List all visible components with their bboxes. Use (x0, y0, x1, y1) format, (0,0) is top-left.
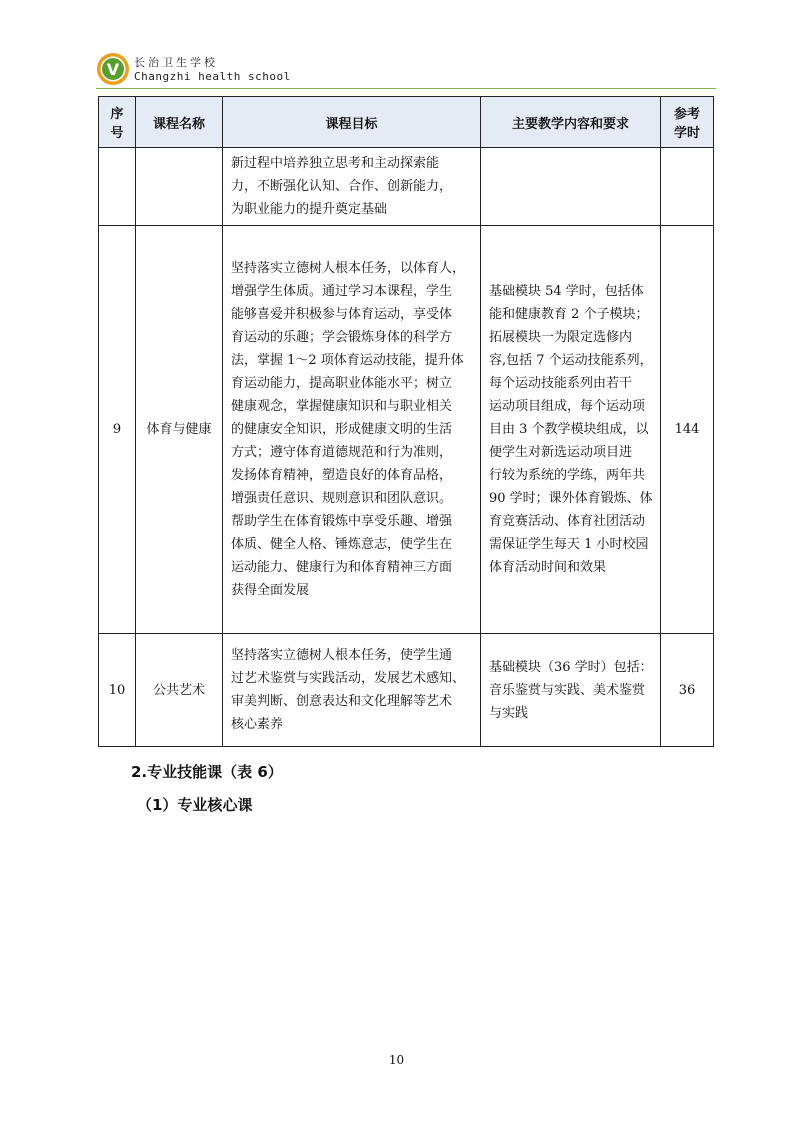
cell-course-name: 公共艺术 (136, 634, 223, 747)
logo-letter: V (106, 60, 120, 79)
school-logo-icon (96, 52, 130, 86)
cell-num: 9 (99, 226, 136, 634)
school-name-cn: 长治卫生学校 (134, 56, 218, 69)
header-course-name: 课程名称 (136, 97, 223, 148)
page-number: 10 (388, 1053, 405, 1067)
cell-hours: 144 (661, 226, 714, 634)
cell-content: 基础模块 54 学时，包括体 能和健康教育 2 个子模块； 拓展模块一为限定选修内 容,包括 7 个运动技能系列， 每个运动技能系列由若干 运动项目组成，每个运动项 目由 3 个教学模块组成，以 便学生对新选运动项目进 行较为系统的学练，两年共 90 学时；课外体育锻炼、体 育竞赛活动、体育社团活动 需保证学生每天 1 小时校园 体育活动时间和效果 (481, 226, 661, 634)
cell-num (99, 148, 136, 226)
table-row (99, 226, 714, 634)
table-header-row (99, 97, 714, 148)
page-header (96, 52, 716, 92)
header-course-goal: 课程目标 (223, 97, 481, 148)
cell-course-goal: 坚持落实立德树人根本任务，使学生通 过艺术鉴赏与实践活动，发展艺术感知、 审美判断、创意表达和文化理解等艺术 核心素养 (223, 634, 481, 747)
course-table (98, 96, 714, 747)
header-content: 主要教学内容和要求 (481, 97, 661, 148)
cell-hours: 36 (661, 634, 714, 747)
school-name-en: Changzhi health school (134, 70, 291, 83)
cell-num: 10 (99, 634, 136, 747)
header-divider (96, 88, 716, 89)
table-row (99, 148, 714, 226)
header-hours: 参考 学时 (661, 97, 714, 148)
table-row (99, 634, 714, 747)
header-num: 序 号 (99, 97, 136, 148)
cell-content: 基础模块（36 学时）包括： 音乐鉴赏与实践、美术鉴赏 与实践 (481, 634, 661, 747)
subsection-heading: （1）专业核心课 (137, 796, 253, 814)
cell-course-name: 体育与健康 (136, 226, 223, 634)
cell-content (481, 148, 661, 226)
cell-hours (661, 148, 714, 226)
cell-course-name (136, 148, 223, 226)
section-heading: 2.专业技能课（表 6） (131, 763, 283, 781)
cell-course-goal: 坚持落实立德树人根本任务，以体育人， 增强学生体质。通过学习本课程，学生 能够喜爱并积极参与体育运动，享受体 育运动的乐趣；学会锻炼身体的科学方 法，掌握 1～2 项体育运动技能，提升体 育运动能力，提高职业体能水平；树立 健康观念，掌握健康知识和与职业相关 的健康安全知识，形成健康文明的生活 方式；遵守体育道德规范和行为准则， 发扬体育精神，塑造良好的体育品格， 增强责任意识、规则意识和团队意识。 帮助学生在体育锻炼中享受乐趣、增强 体质、健全人格、锤炼意志，使学生在 运动能力、健康行为和体育精神三方面 获得全面发展 (223, 226, 481, 634)
cell-course-goal: 新过程中培养独立思考和主动探索能 力，不断强化认知、合作、创新能力， 为职业能力的提升奠定基础 (223, 148, 481, 226)
